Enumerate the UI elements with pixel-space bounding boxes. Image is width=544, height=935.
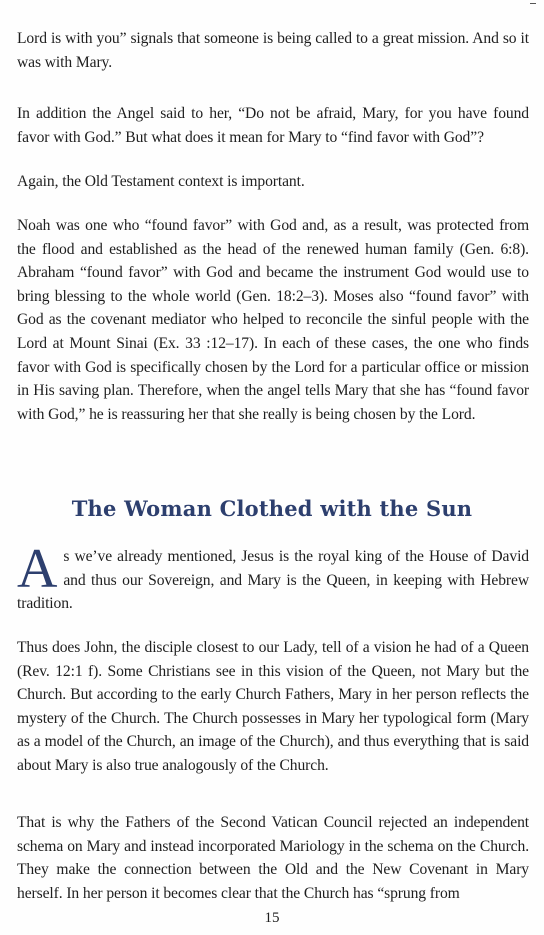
paragraph-6: Thus does John, the disciple closest to our Lady, tell of a vision he had of a Queen (Rev. 12:1 f). Some Christians see in this vision of the Queen, not Mary but the Church. But according to the early Church Fathers, Mary in her person reflects the mystery of the Church. The Church possesses in Mary her typological form (Mary as a model of the Church, an image of the Church), and thus everything that is said about Mary is also true analogously of the Church. bbox=[17, 639, 529, 774]
page-corner-mark bbox=[530, 0, 536, 4]
paragraph-5-text: s we’ve already mentioned, Jesus is the royal king of the House of David and thus our Sovereign, and Mary is the Queen, in keeping with Hebrew tradition. bbox=[17, 548, 529, 613]
paragraph-2: In addition the Angel said to her, “Do not be afraid, Mary, for you have found favor with God.” But what does it mean for Mary to “find favor with God”? bbox=[17, 105, 529, 146]
paragraph-3: Again, the Old Testament context is important. bbox=[17, 173, 305, 190]
paragraph-1: Lord is with you” signals that someone is being called to a great mission. And so it was with Mary. bbox=[17, 30, 529, 71]
paragraph-4: Noah was one who “found favor” with God and, as a result, was protected from the flood and established as the head of the renewed human family (Gen. 6:8). Abraham “found favor” with God and became the instrument God would use to bring blessing to the whole world (Gen. 18:2–3). Moses also “found favor” with God as the covenant mediator who helped to reconcile the sinful people with the Lord at Mount Sinai (Ex. 33 :12–17). In each of these cases, the one who finds favor with God is specifically chosen by the Lord for a particular office or mission in His saving plan. Therefore, when the angel tells Mary that she has “found favor with God,” he is reassuring her that she really is being chosen by the Lord. bbox=[17, 217, 529, 423]
paragraph-7: That is why the Fathers of the Second Vatican Council rejected an independent schema on Mary and instead incorporated Mariology in the schema on the Church. They make the connection between the Old and the New Covenant in Mary herself. In her person it becomes clear that the Church has “sprung from bbox=[17, 814, 529, 902]
page-number: 15 bbox=[264, 910, 280, 926]
section-heading: The Woman Clothed with the Sun bbox=[71, 496, 473, 521]
paragraph-5 bbox=[17, 538, 529, 616]
drop-cap: A bbox=[17, 538, 58, 600]
